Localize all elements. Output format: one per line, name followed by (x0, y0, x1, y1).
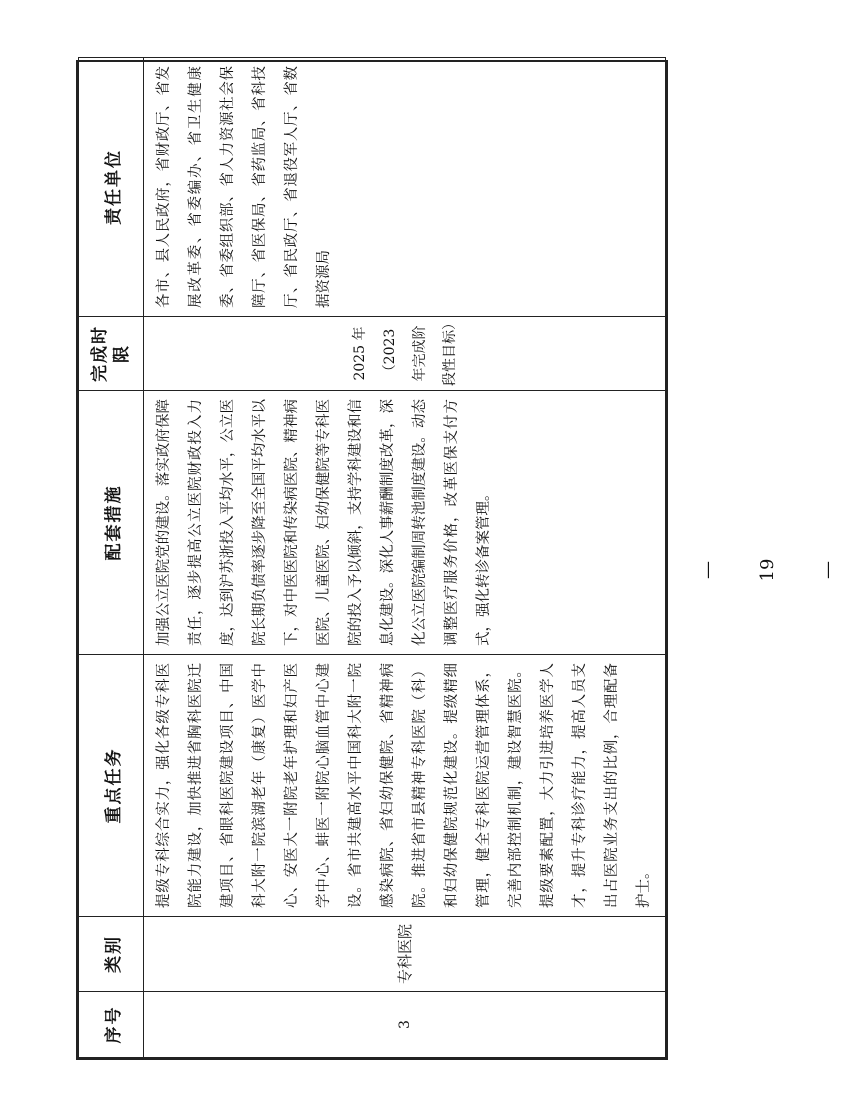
header-seq: 序号 (79, 992, 144, 1058)
row-responsible: 各市、县人民政府，省财政厅、省发展改革委、省委编办、省卫生健康委、省委组织部、省人力资源社会保障厅、省医保局、省药监局、省科技厅、省民政厅、省退役军人厅、省数据资源局 (144, 58, 666, 317)
row-category: 专科医院 (144, 917, 666, 992)
header-key-task: 重点任务 (79, 655, 144, 917)
policy-table (76, 60, 668, 1060)
row-key-task: 提级专科综合实力，强化各级专科医院能力建设，加快推进省胸科医院迁建项目、省眼科医院建设项目、中国科大附一院滨湖老年（康复）医学中心、安医大一附院老年护理和妇产医学中心、蚌医一附院心脑血管中心建设。省市共建高水平中国科大附一院感染病院、省妇幼保健院、省精神病院。推进省市县精神专科医院（科）和妇幼保健院规范化建设。提级精细管理，健全专科医院运营管理体系，完善内部控制机制，建设智慧医院。提级要素配置，大力引进培养医学人才，提升专科诊疗能力，提高人员支出占医院业务支出的比例，合理配备护士。 (144, 655, 666, 917)
row-measures: 加强公立医院党的建设。落实政府保障责任，逐步提高公立医院财政投入力度，达到沪苏浙投入平均水平，公立医院长期负债率逐步降至全国平均水平以下，对中医医院和传染病医院、精神病医院、儿童医院、妇幼保健院等专科医院的投入予以倾斜，支持学科建设和信息化建设。深化人事薪酬制度改革，深化公立医院编制周转池制度建设。动态调整医疗服务价格，改革医保支付方式，强化转诊备案管理。 (144, 391, 666, 655)
table-row (144, 58, 666, 1058)
table-header-row (79, 58, 144, 1058)
header-category: 类别 (79, 917, 144, 992)
row-deadline: 2025 年（2023 年完成阶段性目标） (144, 317, 666, 391)
header-deadline: 完成时限 (79, 317, 144, 391)
page-number: — 19 — (697, 558, 838, 582)
header-measures: 配套措施 (79, 391, 144, 655)
header-responsible: 责任单位 (79, 58, 144, 317)
row-seq: 3 (144, 992, 666, 1058)
